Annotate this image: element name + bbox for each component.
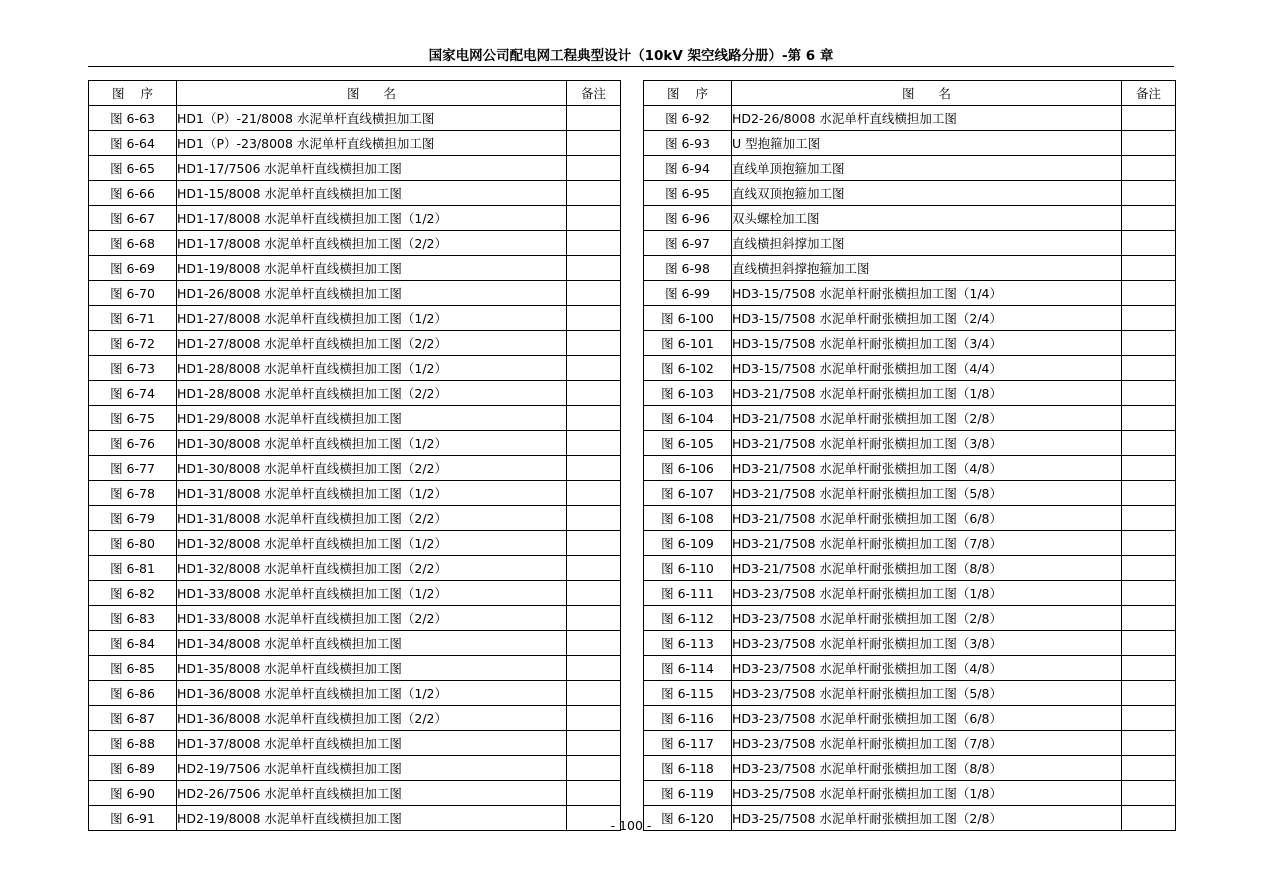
table-row bbox=[644, 556, 1176, 581]
table-row bbox=[89, 206, 621, 231]
figure-seq: 图 6-115 bbox=[644, 681, 732, 706]
table-row bbox=[644, 281, 1176, 306]
figure-note bbox=[1122, 331, 1176, 356]
figure-seq: 图 6-64 bbox=[89, 131, 177, 156]
figure-seq: 图 6-67 bbox=[89, 206, 177, 231]
figure-note bbox=[567, 731, 621, 756]
figure-seq: 图 6-89 bbox=[89, 756, 177, 781]
table-row bbox=[89, 631, 621, 656]
figure-seq: 图 6-97 bbox=[644, 231, 732, 256]
table-row bbox=[89, 606, 621, 631]
figure-seq: 图 6-108 bbox=[644, 506, 732, 531]
table-row bbox=[644, 106, 1176, 131]
figure-seq: 图 6-72 bbox=[89, 331, 177, 356]
figure-name: HD1-26/8008 水泥单杆直线横担加工图 bbox=[177, 281, 567, 306]
figure-note bbox=[567, 281, 621, 306]
figure-seq: 图 6-93 bbox=[644, 131, 732, 156]
table-body-left bbox=[89, 106, 621, 831]
figure-seq: 图 6-119 bbox=[644, 781, 732, 806]
figure-note bbox=[567, 256, 621, 281]
column-header-name: 图 名 bbox=[732, 81, 1122, 106]
table-header-row bbox=[644, 81, 1176, 106]
figure-note bbox=[567, 681, 621, 706]
table-row bbox=[644, 731, 1176, 756]
table-row bbox=[89, 581, 621, 606]
figure-seq: 图 6-116 bbox=[644, 706, 732, 731]
figure-name: HD1-19/8008 水泥单杆直线横担加工图 bbox=[177, 256, 567, 281]
figure-note bbox=[567, 306, 621, 331]
figure-seq: 图 6-120 bbox=[644, 806, 732, 831]
figure-note bbox=[567, 206, 621, 231]
figure-note bbox=[1122, 706, 1176, 731]
figure-name: HD2-19/8008 水泥单杆直线横担加工图 bbox=[177, 806, 567, 831]
figure-seq: 图 6-103 bbox=[644, 381, 732, 406]
figure-name: HD3-25/7508 水泥单杆耐张横担加工图（1/8） bbox=[732, 781, 1122, 806]
figure-seq: 图 6-110 bbox=[644, 556, 732, 581]
table-row bbox=[89, 731, 621, 756]
figure-name: HD1-17/8008 水泥单杆直线横担加工图（2/2） bbox=[177, 231, 567, 256]
table-row bbox=[89, 481, 621, 506]
table-row bbox=[644, 656, 1176, 681]
figure-note bbox=[567, 331, 621, 356]
figure-note bbox=[1122, 131, 1176, 156]
figure-note bbox=[567, 406, 621, 431]
figure-name: HD3-21/7508 水泥单杆耐张横担加工图（1/8） bbox=[732, 381, 1122, 406]
table-row bbox=[89, 381, 621, 406]
figure-note bbox=[567, 756, 621, 781]
figure-seq: 图 6-77 bbox=[89, 456, 177, 481]
figure-name: HD1-37/8008 水泥单杆直线横担加工图 bbox=[177, 731, 567, 756]
figure-seq: 图 6-86 bbox=[89, 681, 177, 706]
figure-note bbox=[567, 706, 621, 731]
figure-note bbox=[567, 381, 621, 406]
table-row bbox=[644, 256, 1176, 281]
figure-name: HD3-23/7508 水泥单杆耐张横担加工图（5/8） bbox=[732, 681, 1122, 706]
figure-note bbox=[567, 181, 621, 206]
figure-note bbox=[1122, 156, 1176, 181]
figure-name: HD1-31/8008 水泥单杆直线横担加工图（2/2） bbox=[177, 506, 567, 531]
figure-seq: 图 6-76 bbox=[89, 431, 177, 456]
figure-name: HD1-17/8008 水泥单杆直线横担加工图（1/2） bbox=[177, 206, 567, 231]
table-row bbox=[644, 231, 1176, 256]
table-header-row bbox=[89, 81, 621, 106]
table-row bbox=[644, 181, 1176, 206]
figure-seq: 图 6-114 bbox=[644, 656, 732, 681]
figure-note bbox=[1122, 731, 1176, 756]
figure-name: HD1-33/8008 水泥单杆直线横担加工图（1/2） bbox=[177, 581, 567, 606]
figure-note bbox=[1122, 581, 1176, 606]
table-row bbox=[644, 206, 1176, 231]
figure-seq: 图 6-78 bbox=[89, 481, 177, 506]
figure-seq: 图 6-117 bbox=[644, 731, 732, 756]
figure-name: 直线单顶抱箍加工图 bbox=[732, 156, 1122, 181]
column-header-note: 备注 bbox=[567, 81, 621, 106]
figure-note bbox=[1122, 106, 1176, 131]
figure-seq: 图 6-102 bbox=[644, 356, 732, 381]
figure-note bbox=[1122, 506, 1176, 531]
figure-note bbox=[567, 481, 621, 506]
table-row bbox=[89, 231, 621, 256]
figure-note bbox=[1122, 681, 1176, 706]
figure-name: HD1-32/8008 水泥单杆直线横担加工图（2/2） bbox=[177, 556, 567, 581]
figure-note bbox=[567, 131, 621, 156]
figure-name: HD3-21/7508 水泥单杆耐张横担加工图（4/8） bbox=[732, 456, 1122, 481]
table-row bbox=[644, 531, 1176, 556]
table-row bbox=[89, 531, 621, 556]
figure-note bbox=[567, 531, 621, 556]
figure-note bbox=[1122, 181, 1176, 206]
table-row bbox=[644, 631, 1176, 656]
figure-seq: 图 6-99 bbox=[644, 281, 732, 306]
figure-seq: 图 6-65 bbox=[89, 156, 177, 181]
figure-note bbox=[1122, 656, 1176, 681]
figure-name: 直线横担斜撑加工图 bbox=[732, 231, 1122, 256]
figure-name: HD1-36/8008 水泥单杆直线横担加工图（2/2） bbox=[177, 706, 567, 731]
figure-note bbox=[567, 356, 621, 381]
figure-seq: 图 6-109 bbox=[644, 531, 732, 556]
figure-seq: 图 6-85 bbox=[89, 656, 177, 681]
figure-seq: 图 6-113 bbox=[644, 631, 732, 656]
table-row bbox=[89, 456, 621, 481]
table-row bbox=[644, 606, 1176, 631]
figure-name: HD3-21/7508 水泥单杆耐张横担加工图（2/8） bbox=[732, 406, 1122, 431]
figure-note bbox=[567, 781, 621, 806]
table-row bbox=[644, 706, 1176, 731]
table-body-right bbox=[644, 106, 1176, 831]
figure-name: HD3-15/7508 水泥单杆耐张横担加工图（4/4） bbox=[732, 356, 1122, 381]
table-row bbox=[89, 681, 621, 706]
header-divider bbox=[88, 66, 1174, 67]
figure-index-table-left bbox=[88, 80, 621, 831]
table-row bbox=[89, 781, 621, 806]
table-row bbox=[89, 506, 621, 531]
table-row bbox=[89, 106, 621, 131]
figure-note bbox=[1122, 206, 1176, 231]
figure-index-tables bbox=[88, 80, 1174, 831]
figure-name: HD3-23/7508 水泥单杆耐张横担加工图（4/8） bbox=[732, 656, 1122, 681]
figure-name: HD1-30/8008 水泥单杆直线横担加工图（2/2） bbox=[177, 456, 567, 481]
figure-seq: 图 6-104 bbox=[644, 406, 732, 431]
figure-note bbox=[1122, 306, 1176, 331]
figure-seq: 图 6-74 bbox=[89, 381, 177, 406]
table-row bbox=[644, 356, 1176, 381]
table-row bbox=[89, 656, 621, 681]
table-row bbox=[89, 556, 621, 581]
figure-seq: 图 6-80 bbox=[89, 531, 177, 556]
figure-note bbox=[1122, 406, 1176, 431]
table-row bbox=[644, 406, 1176, 431]
table-row bbox=[644, 781, 1176, 806]
figure-seq: 图 6-83 bbox=[89, 606, 177, 631]
figure-name: HD3-23/7508 水泥单杆耐张横担加工图（1/8） bbox=[732, 581, 1122, 606]
figure-note bbox=[1122, 481, 1176, 506]
figure-name: 双头螺栓加工图 bbox=[732, 206, 1122, 231]
figure-name: HD3-23/7508 水泥单杆耐张横担加工图（6/8） bbox=[732, 706, 1122, 731]
table-row bbox=[89, 431, 621, 456]
figure-seq: 图 6-105 bbox=[644, 431, 732, 456]
figure-note bbox=[567, 581, 621, 606]
figure-seq: 图 6-92 bbox=[644, 106, 732, 131]
figure-seq: 图 6-75 bbox=[89, 406, 177, 431]
table-row bbox=[644, 506, 1176, 531]
figure-note bbox=[567, 456, 621, 481]
figure-seq: 图 6-90 bbox=[89, 781, 177, 806]
figure-name: HD2-19/7506 水泥单杆直线横担加工图 bbox=[177, 756, 567, 781]
figure-name: HD1-34/8008 水泥单杆直线横担加工图 bbox=[177, 631, 567, 656]
figure-note bbox=[1122, 231, 1176, 256]
figure-name: HD1-17/7506 水泥单杆直线横担加工图 bbox=[177, 156, 567, 181]
table-row bbox=[89, 281, 621, 306]
column-header-seq: 图 序 bbox=[644, 81, 732, 106]
figure-seq: 图 6-111 bbox=[644, 581, 732, 606]
figure-name: HD3-23/7508 水泥单杆耐张横担加工图（3/8） bbox=[732, 631, 1122, 656]
figure-note bbox=[1122, 281, 1176, 306]
figure-name: HD3-21/7508 水泥单杆耐张横担加工图（5/8） bbox=[732, 481, 1122, 506]
table-row bbox=[644, 681, 1176, 706]
table-row bbox=[644, 756, 1176, 781]
table-row bbox=[644, 431, 1176, 456]
figure-seq: 图 6-98 bbox=[644, 256, 732, 281]
figure-seq: 图 6-79 bbox=[89, 506, 177, 531]
table-row bbox=[89, 156, 621, 181]
figure-seq: 图 6-88 bbox=[89, 731, 177, 756]
figure-name: HD1-28/8008 水泥单杆直线横担加工图（2/2） bbox=[177, 381, 567, 406]
figure-note bbox=[1122, 456, 1176, 481]
page-header: 国家电网公司配电网工程典型设计（10kV 架空线路分册）-第 6 章 bbox=[428, 48, 834, 64]
figure-name: HD1（P）-23/8008 水泥单杆直线横担加工图 bbox=[177, 131, 567, 156]
figure-seq: 图 6-100 bbox=[644, 306, 732, 331]
figure-name: HD1-36/8008 水泥单杆直线横担加工图（1/2） bbox=[177, 681, 567, 706]
table-row bbox=[89, 181, 621, 206]
figure-seq: 图 6-112 bbox=[644, 606, 732, 631]
figure-name: HD1-32/8008 水泥单杆直线横担加工图（1/2） bbox=[177, 531, 567, 556]
figure-name: HD1-31/8008 水泥单杆直线横担加工图（1/2） bbox=[177, 481, 567, 506]
page-number: - 100 - bbox=[610, 818, 652, 833]
column-header-note: 备注 bbox=[1122, 81, 1176, 106]
figure-name: HD3-23/7508 水泥单杆耐张横担加工图（2/8） bbox=[732, 606, 1122, 631]
figure-note bbox=[567, 606, 621, 631]
figure-name: HD1-29/8008 水泥单杆直线横担加工图 bbox=[177, 406, 567, 431]
table-row bbox=[644, 481, 1176, 506]
figure-name: U 型抱箍加工图 bbox=[732, 131, 1122, 156]
figure-seq: 图 6-118 bbox=[644, 756, 732, 781]
figure-note bbox=[567, 556, 621, 581]
figure-name: HD3-21/7508 水泥单杆耐张横担加工图（6/8） bbox=[732, 506, 1122, 531]
figure-name: 直线横担斜撑抱箍加工图 bbox=[732, 256, 1122, 281]
figure-seq: 图 6-84 bbox=[89, 631, 177, 656]
figure-note bbox=[1122, 781, 1176, 806]
figure-name: HD1-35/8008 水泥单杆直线横担加工图 bbox=[177, 656, 567, 681]
figure-seq: 图 6-106 bbox=[644, 456, 732, 481]
figure-name: HD3-23/7508 水泥单杆耐张横担加工图（8/8） bbox=[732, 756, 1122, 781]
figure-name: HD3-25/7508 水泥单杆耐张横担加工图（2/8） bbox=[732, 806, 1122, 831]
figure-seq: 图 6-107 bbox=[644, 481, 732, 506]
table-row bbox=[89, 331, 621, 356]
table-row bbox=[89, 406, 621, 431]
table-row bbox=[644, 306, 1176, 331]
figure-note bbox=[567, 106, 621, 131]
table-row bbox=[89, 756, 621, 781]
table-row bbox=[644, 331, 1176, 356]
figure-note bbox=[1122, 556, 1176, 581]
figure-name: HD3-15/7508 水泥单杆耐张横担加工图（1/4） bbox=[732, 281, 1122, 306]
table-row bbox=[89, 706, 621, 731]
figure-note bbox=[1122, 381, 1176, 406]
figure-seq: 图 6-71 bbox=[89, 306, 177, 331]
figure-seq: 图 6-91 bbox=[89, 806, 177, 831]
table-row bbox=[644, 581, 1176, 606]
figure-name: HD3-21/7508 水泥单杆耐张横担加工图（7/8） bbox=[732, 531, 1122, 556]
figure-note bbox=[567, 656, 621, 681]
figure-seq: 图 6-87 bbox=[89, 706, 177, 731]
table-row bbox=[644, 381, 1176, 406]
figure-index-table-right bbox=[643, 80, 1176, 831]
table-row bbox=[89, 356, 621, 381]
figure-name: HD3-21/7508 水泥单杆耐张横担加工图（8/8） bbox=[732, 556, 1122, 581]
figure-name: HD1-27/8008 水泥单杆直线横担加工图（2/2） bbox=[177, 331, 567, 356]
figure-note bbox=[1122, 356, 1176, 381]
figure-note bbox=[1122, 756, 1176, 781]
figure-seq: 图 6-69 bbox=[89, 256, 177, 281]
figure-name: HD2-26/8008 水泥单杆直线横担加工图 bbox=[732, 106, 1122, 131]
figure-seq: 图 6-94 bbox=[644, 156, 732, 181]
figure-name: HD1（P）-21/8008 水泥单杆直线横担加工图 bbox=[177, 106, 567, 131]
figure-seq: 图 6-70 bbox=[89, 281, 177, 306]
column-header-seq: 图 序 bbox=[89, 81, 177, 106]
figure-note bbox=[1122, 256, 1176, 281]
figure-note bbox=[567, 156, 621, 181]
table-row bbox=[89, 256, 621, 281]
figure-note bbox=[1122, 606, 1176, 631]
figure-note bbox=[1122, 531, 1176, 556]
figure-note bbox=[1122, 431, 1176, 456]
figure-name: HD3-23/7508 水泥单杆耐张横担加工图（7/8） bbox=[732, 731, 1122, 756]
figure-name: HD3-21/7508 水泥单杆耐张横担加工图（3/8） bbox=[732, 431, 1122, 456]
table-row bbox=[89, 131, 621, 156]
figure-name: HD1-27/8008 水泥单杆直线横担加工图（1/2） bbox=[177, 306, 567, 331]
figure-name: HD1-30/8008 水泥单杆直线横担加工图（1/2） bbox=[177, 431, 567, 456]
figure-seq: 图 6-81 bbox=[89, 556, 177, 581]
figure-note bbox=[567, 631, 621, 656]
figure-seq: 图 6-101 bbox=[644, 331, 732, 356]
figure-note bbox=[567, 431, 621, 456]
figure-seq: 图 6-96 bbox=[644, 206, 732, 231]
figure-note bbox=[1122, 631, 1176, 656]
table-row bbox=[644, 131, 1176, 156]
table-row bbox=[644, 156, 1176, 181]
figure-seq: 图 6-66 bbox=[89, 181, 177, 206]
figure-name: HD1-15/8008 水泥单杆直线横担加工图 bbox=[177, 181, 567, 206]
table-row bbox=[644, 456, 1176, 481]
figure-name: HD1-33/8008 水泥单杆直线横担加工图（2/2） bbox=[177, 606, 567, 631]
table-row bbox=[89, 306, 621, 331]
figure-name: HD3-15/7508 水泥单杆耐张横担加工图（3/4） bbox=[732, 331, 1122, 356]
figure-name: HD3-15/7508 水泥单杆耐张横担加工图（2/4） bbox=[732, 306, 1122, 331]
figure-seq: 图 6-82 bbox=[89, 581, 177, 606]
figure-seq: 图 6-73 bbox=[89, 356, 177, 381]
figure-name: HD2-26/7506 水泥单杆直线横担加工图 bbox=[177, 781, 567, 806]
figure-name: 直线双顶抱箍加工图 bbox=[732, 181, 1122, 206]
figure-note bbox=[567, 231, 621, 256]
figure-name: HD1-28/8008 水泥单杆直线横担加工图（1/2） bbox=[177, 356, 567, 381]
figure-seq: 图 6-63 bbox=[89, 106, 177, 131]
column-header-name: 图 名 bbox=[177, 81, 567, 106]
figure-note bbox=[567, 506, 621, 531]
figure-seq: 图 6-68 bbox=[89, 231, 177, 256]
figure-seq: 图 6-95 bbox=[644, 181, 732, 206]
